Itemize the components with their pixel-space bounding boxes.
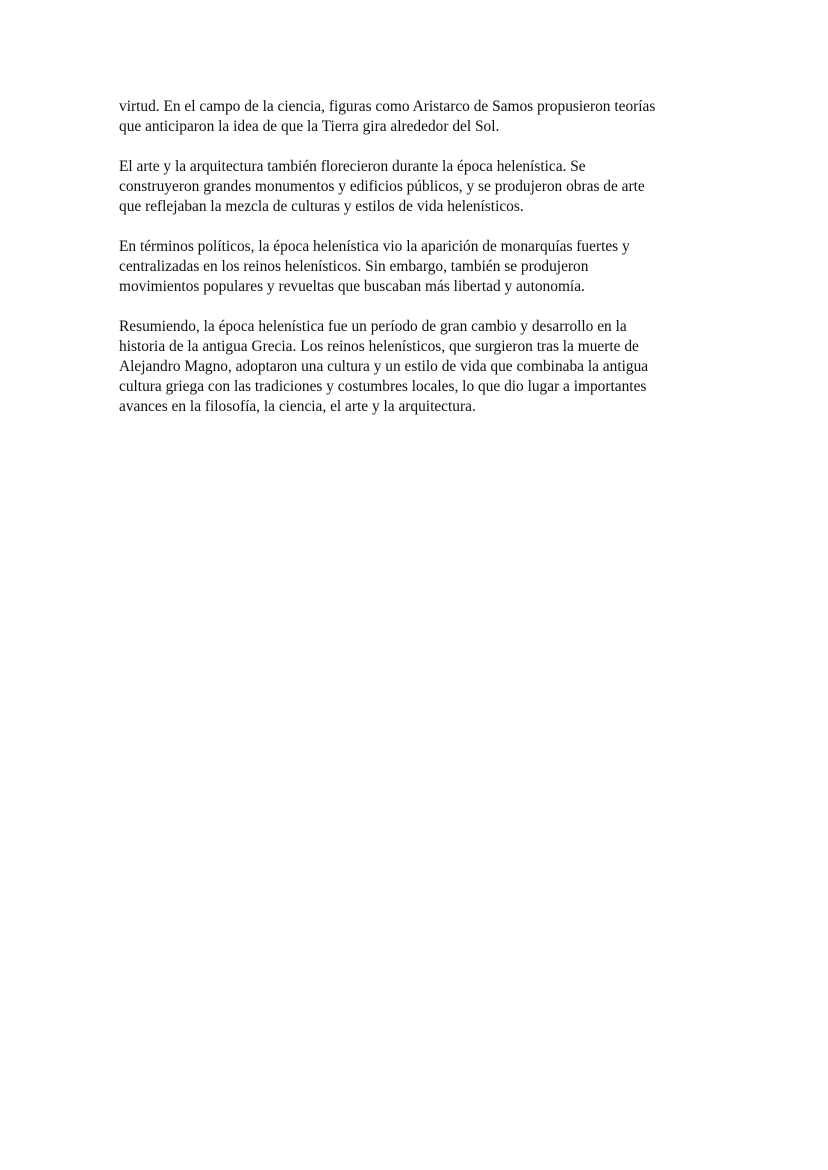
text-line: construyeron grandes monumentos y edificios públicos, y se produjeron obras de arte bbox=[119, 178, 645, 195]
text-line: En términos políticos, la época helenística vio la aparición de monarquías fuertes y bbox=[119, 238, 630, 255]
text-line: virtud. En el campo de la ciencia, figuras como Aristarco de Samos propusieron teorías bbox=[119, 98, 656, 115]
text-line: que anticiparon la idea de que la Tierra gira alrededor del Sol. bbox=[119, 118, 500, 135]
paragraph-summary bbox=[119, 317, 713, 417]
paragraph-art-architecture bbox=[119, 157, 713, 217]
paragraph-science bbox=[119, 97, 713, 137]
text-line: movimientos populares y revueltas que buscaban más libertad y autonomía. bbox=[119, 278, 585, 295]
text-line: historia de la antigua Grecia. Los reinos helenísticos, que surgieron tras la muerte de bbox=[119, 338, 639, 355]
paragraph-politics bbox=[119, 237, 713, 297]
text-line: Resumiendo, la época helenística fue un período de gran cambio y desarrollo en la bbox=[119, 318, 627, 335]
text-line: El arte y la arquitectura también florecieron durante la época helenística. Se bbox=[119, 158, 586, 175]
text-line: avances en la filosofía, la ciencia, el arte y la arquitectura. bbox=[119, 398, 476, 415]
document-body bbox=[119, 97, 713, 437]
text-line: que reflejaban la mezcla de culturas y estilos de vida helenísticos. bbox=[119, 198, 524, 215]
text-line: Alejandro Magno, adoptaron una cultura y un estilo de vida que combinaba la antigua bbox=[119, 358, 649, 375]
text-line: centralizadas en los reinos helenísticos. Sin embargo, también se produjeron bbox=[119, 258, 589, 275]
text-line: cultura griega con las tradiciones y costumbres locales, lo que dio lugar a importantes bbox=[119, 378, 647, 395]
